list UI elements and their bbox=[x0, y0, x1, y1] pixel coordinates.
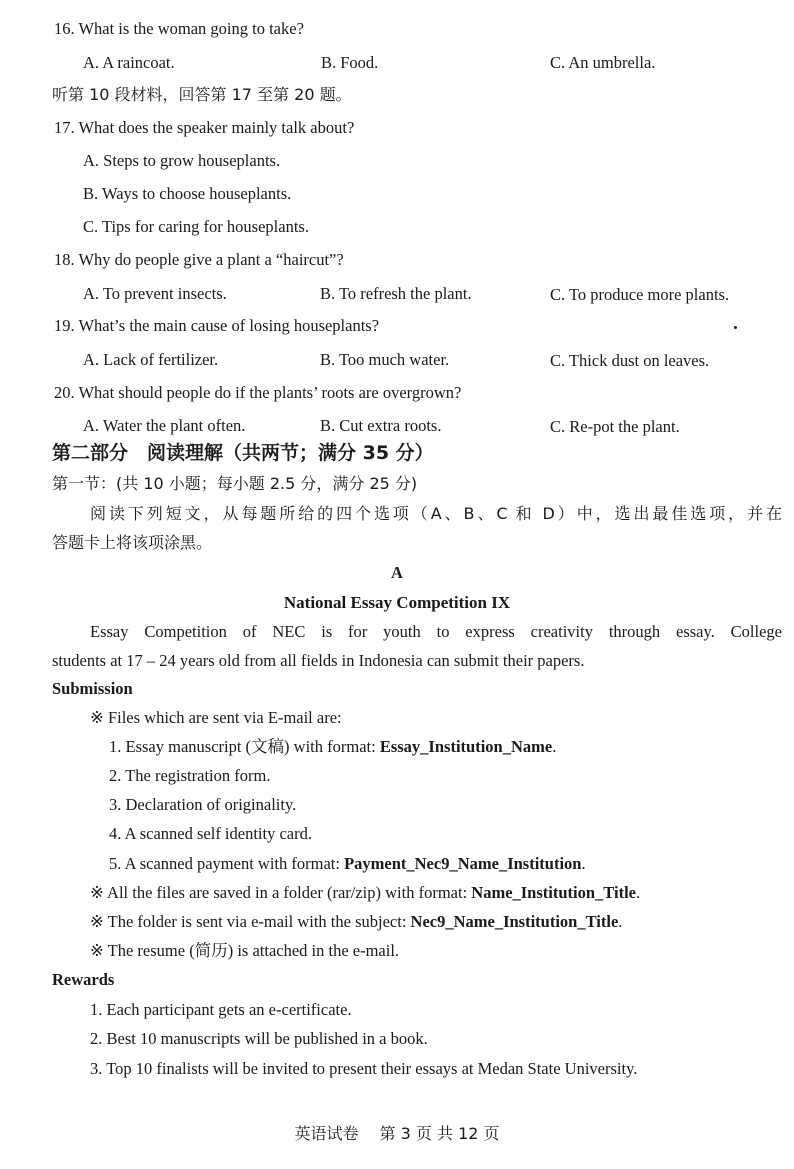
passage-title: National Essay Competition IX bbox=[283, 593, 511, 612]
reward-item: 3. Top 10 finalists will be invited to present their essays at Medan State University. bbox=[90, 1059, 638, 1078]
question-16-option-a: A. A raincoat. bbox=[83, 53, 175, 72]
question-19-option-c: C. Thick dust on leaves. bbox=[550, 351, 710, 370]
question-19-option-a: A. Lack of fertilizer. bbox=[83, 350, 219, 369]
submission-file-item: 3. Declaration of originality. bbox=[109, 795, 297, 814]
question-19-option-b: B. Too much water. bbox=[320, 350, 450, 369]
reading-instruction-line1: 阅读下列短文，从每题所给的四个选项（A、B、C 和 D）中，选出最佳选项，并在 bbox=[90, 504, 782, 523]
submission-heading: Submission bbox=[52, 679, 133, 698]
submission-note-email-subject: ※ The folder is sent via e-mail with the subject: Nec9_Name_Institution_Title. bbox=[90, 912, 623, 931]
submission-note-folder-format: ※ All the files are saved in a folder (rar/zip) with format: Name_Institution_Title. bbox=[90, 883, 641, 902]
question-16-option-c: C. An umbrella. bbox=[550, 53, 656, 72]
submission-file-item: 4. A scanned self identity card. bbox=[109, 824, 312, 843]
question-17-option-b: B. Ways to choose houseplants. bbox=[83, 184, 292, 203]
passage-label: A bbox=[391, 563, 403, 582]
question-20-option-c: C. Re-pot the plant. bbox=[550, 417, 680, 436]
question-17-option-a: A. Steps to grow houseplants. bbox=[83, 151, 281, 170]
part2-section1-heading: 第一节：(共 10 小题；每小题 2.5 分，满分 25 分) bbox=[52, 474, 418, 493]
part2-title: 第二部分 阅读理解（共两节；满分 35 分） bbox=[52, 442, 434, 464]
submission-note-files: ※ Files which are sent via E-mail are: bbox=[90, 708, 342, 727]
page-footer: 英语试卷 第 3 页 共 12 页 bbox=[294, 1124, 500, 1143]
print-speck bbox=[734, 326, 737, 329]
question-20-option-b: B. Cut extra roots. bbox=[320, 416, 442, 435]
question-18-option-a: A. To prevent insects. bbox=[83, 284, 227, 303]
question-16-stem: 16. What is the woman going to take? bbox=[54, 19, 304, 38]
question-19-stem: 19. What’s the main cause of losing houseplants? bbox=[54, 316, 380, 335]
submission-file-item: 1. Essay manuscript (文稿) with format: Essay_Institution_Name. bbox=[109, 737, 557, 756]
submission-file-item: 2. The registration form. bbox=[109, 766, 271, 785]
passage-intro-line1: Essay Competition of NEC is for youth to express creativity through essay. College bbox=[90, 622, 782, 641]
question-17-stem: 17. What does the speaker mainly talk about? bbox=[54, 118, 355, 137]
question-18-stem: 18. Why do people give a plant a “haircut”? bbox=[54, 250, 344, 269]
reward-item: 2. Best 10 manuscripts will be published in a book. bbox=[90, 1029, 428, 1048]
passage-intro-line2: students at 17 – 24 years old from all fields in Indonesia can submit their papers. bbox=[52, 651, 585, 670]
reading-instruction-line2: 答题卡上将该项涂黑。 bbox=[52, 533, 213, 552]
question-18-option-b: B. To refresh the plant. bbox=[320, 284, 472, 303]
rewards-heading: Rewards bbox=[52, 970, 115, 989]
question-16-option-b: B. Food. bbox=[321, 53, 379, 72]
question-20-stem: 20. What should people do if the plants’ roots are overgrown? bbox=[54, 383, 462, 402]
submission-file-item: 5. A scanned payment with format: Payment_Nec9_Name_Institution. bbox=[109, 854, 586, 873]
question-18-option-c: C. To produce more plants. bbox=[550, 285, 730, 304]
question-17-option-c: C. Tips for caring for houseplants. bbox=[83, 217, 309, 236]
question-20-option-a: A. Water the plant often. bbox=[83, 416, 246, 435]
submission-note-resume: ※ The resume (简历) is attached in the e-mail. bbox=[90, 941, 400, 960]
reward-item: 1. Each participant gets an e-certificate. bbox=[90, 1000, 352, 1019]
listening-instruction: 听第 10 段材料，回答第 17 至第 20 题。 bbox=[52, 85, 352, 104]
